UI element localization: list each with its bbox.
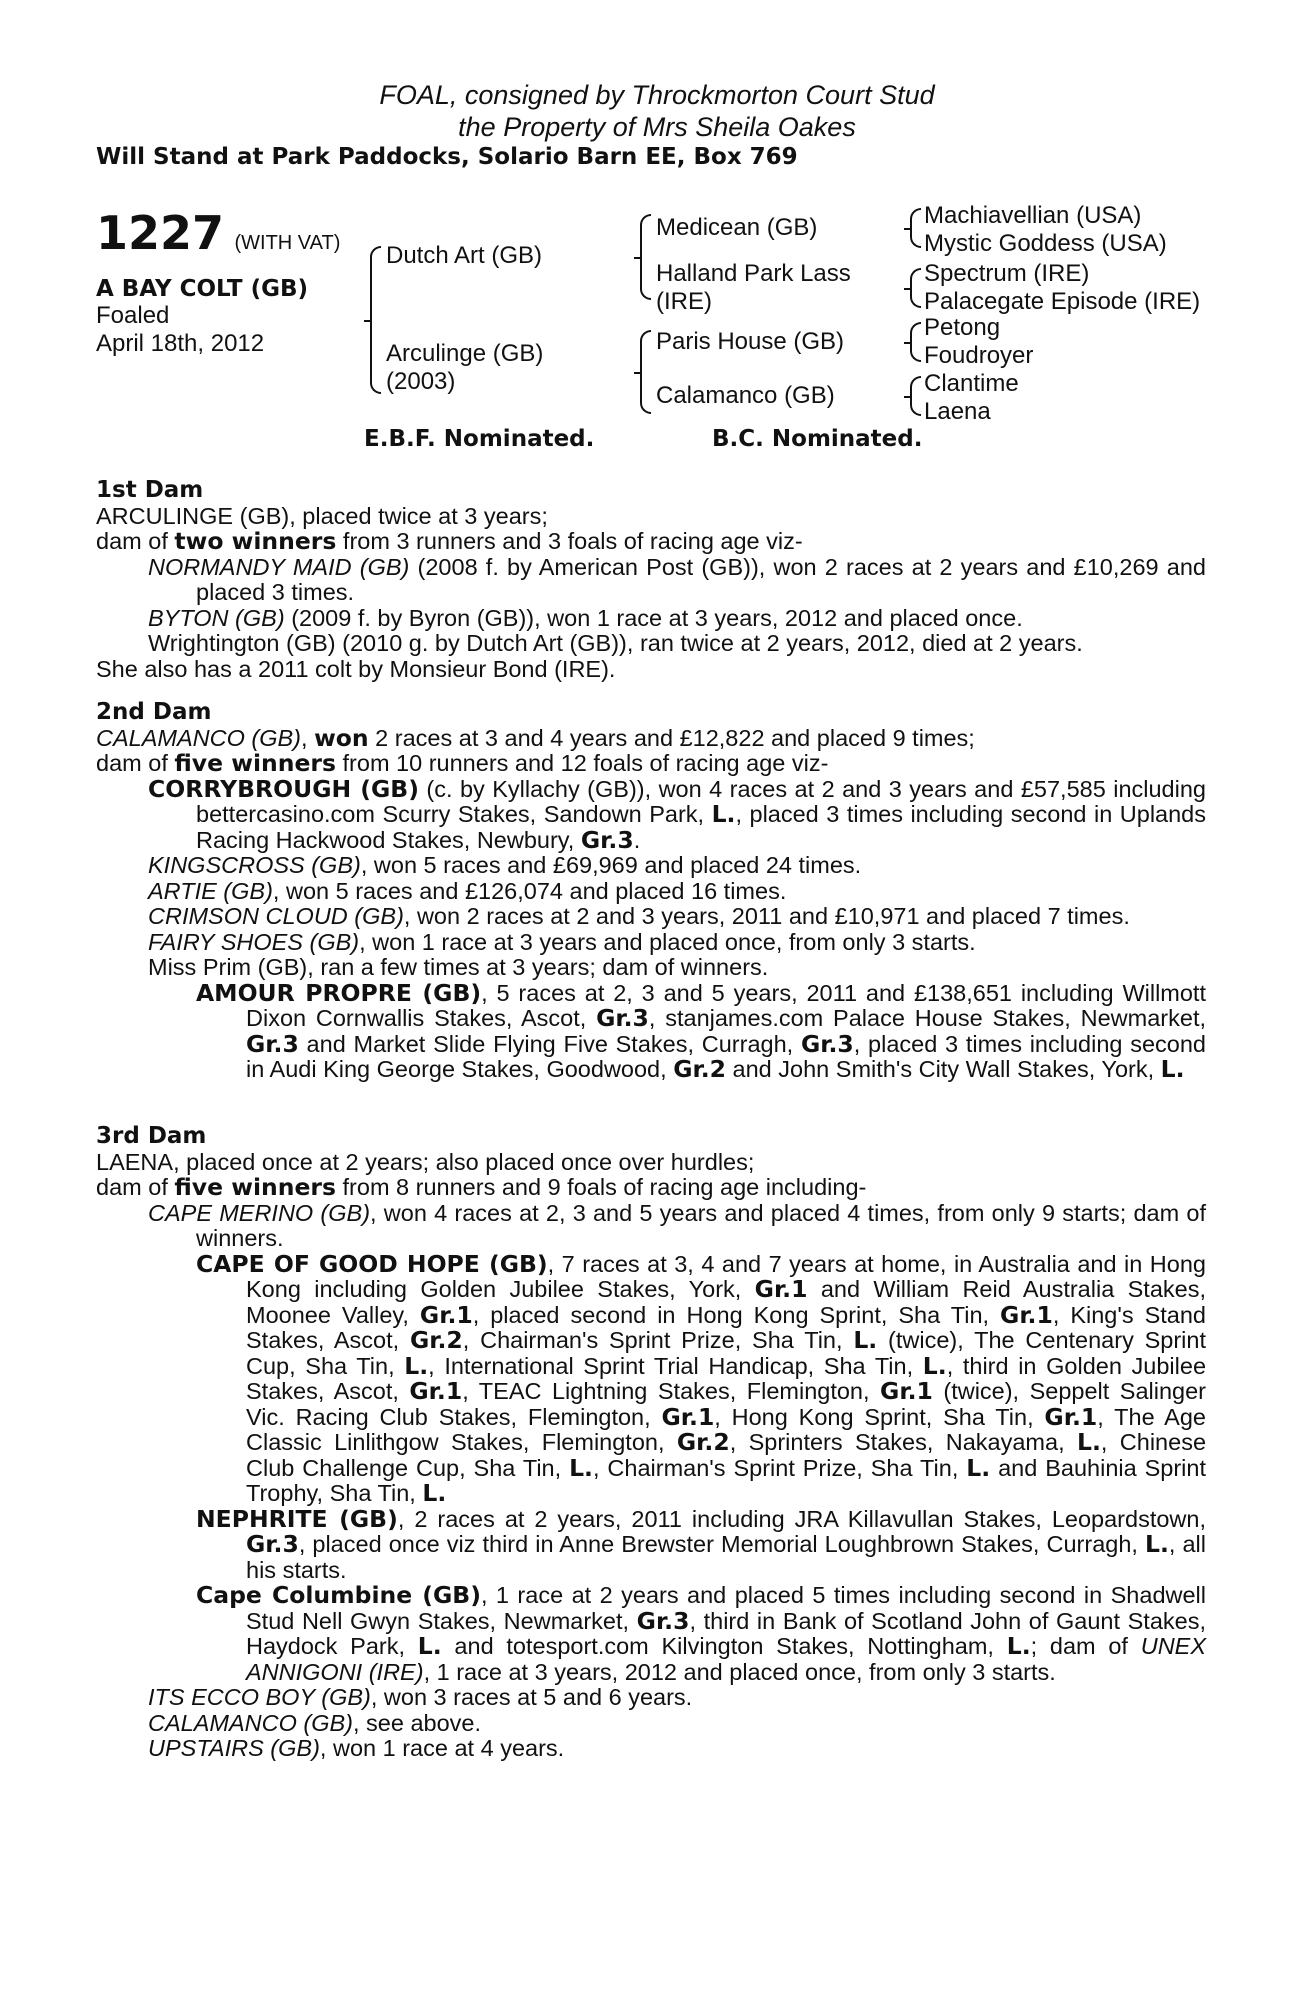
produce-entry: ARTIE (GB), won 5 races and £126,074 and placed 16 times. [148,877,787,904]
brace-sire [640,214,651,300]
gg-3: Spectrum (IRE) [924,260,1090,287]
gg-2: Mystic Goddess (USA) [924,230,1167,257]
grandproduce-entry: AMOUR PROPRE (GB), 5 races at 2, 3 and 5 years, 2011 and £138,651 including Willmott Dixon Cornwallis Stakes, Ascot, Gr.3, stanjames.com Palace House Stakes, Newmarket, Gr.3 and Market Slide Flying Five Stakes, Curragh, Gr.3, placed 3 times including second in Audi King George Stakes, Goodwood, Gr.2 and John Smith's City Wall Stakes, York, L. [196,978,1206,1083]
produce-entry: Wrightington (GB) (2010 g. by Dutch Art (GB)), ran twice at 2 years, 2012, died at 2 years. [148,630,1083,656]
grandproduce-entry: CAPE OF GOOD HOPE (GB), 7 races at 3, 4 and 7 years at home, in Australia and in Hong Kong including Golden Jubilee Stakes, York, Gr.1 and William Reid Australia Stakes, Moonee Valley, Gr.1, placed second in Hong Kong Sprint, Sha Tin, Gr.1, King's Stand Stakes, Ascot, Gr.2, Chairman's Sprint Prize, Sha Tin, L. (twice), The Centenary Sprint Cup, Sha Tin, L., International Sprint Trial Handicap, Sha Tin, L., third in Golden Jubilee Stakes, Ascot, Gr.1, TEAC Lightning Stakes, Flemington, Gr.1 (twice), Seppelt Salinger Vic. Racing Club Stakes, Flemington, Gr.1, Hong Kong Sprint, Sha Tin, Gr.1, The Age Classic Linlithgow Stakes, Flemington, Gr.2, Sprinters Stakes, Nakayama, L., Chinese Club Challenge Cup, Sha Tin, L., Chairman's Sprint Prize, Sha Tin, L. and Bauhinia Sprint Trophy, Sha Tin, L. [196,1249,1207,1507]
first-dam-record: ARCULINGE (GB), placed twice at 3 years; [96,502,548,529]
third-dam-produce-summary: dam of five winners from 8 runners and 9 foals of racing age including- [96,1173,867,1201]
foaled-date: April 18th, 2012 [96,330,265,357]
bc-nomination: B.C. Nominated. [712,426,923,452]
dam-dam-name: Calamanco (GB) [656,382,835,409]
dam-name: Arculinge (GB) [386,340,544,367]
second-dam-section [96,700,1206,1083]
gg-8: Laena [924,398,991,425]
dam-sire-name: Paris House (GB) [656,328,845,355]
brace-g34 [910,268,921,308]
first-dam-note: She also has a 2011 colt by Monsieur Bond (IRE). [96,655,616,682]
brace-dam [640,330,651,414]
produce-entry: FAIRY SHOES (GB), won 1 race at 3 years and placed once, from only 3 starts. [148,928,976,955]
stand-location: Will Stand at Park Paddocks, Solario Barn EE, Box 769 [96,144,798,170]
produce-entry: NORMANDY MAID (GB) (2008 f. by American Post (GB)), won 2 races at 2 years and £10,269 and placed 3 times. [148,553,1206,605]
lot-number: 1227 [96,206,225,260]
produce-entry: Miss Prim (GB), ran a few times at 3 years; dam of winners. [148,954,769,980]
sire-sire-name: Medicean (GB) [656,214,818,241]
ebf-nomination: E.B.F. Nominated. [364,426,595,452]
produce-entry: CORRYBROUGH (GB) (c. by Kyllachy (GB)), won 4 races at 2 and 3 years and £57,585 including bettercasino.com Scurry Stakes, Sandown Park, L., placed 3 times including second in Uplands Racing Hackwood Stakes, Newbury, Gr.3. [148,774,1207,854]
produce-entry: CALAMANCO (GB), see above. [148,1709,482,1736]
consignor-line: FOAL, consigned by Throckmorton Court Stud [379,80,935,110]
lot-description: A BAY COLT (GB) [96,276,309,302]
produce-entry: CRIMSON CLOUD (GB), won 2 races at 2 and 3 years, 2011 and £10,971 and placed 7 times. [148,903,1130,929]
gg-6: Foudroyer [924,342,1034,369]
dam-year: (2003) [386,368,456,395]
foaled-label: Foaled [96,302,170,329]
brace-g12 [910,208,921,248]
third-dam-record: LAENA, placed once at 2 years; also placed once over hurdles; [96,1148,755,1175]
grandproduce-entry: Cape Columbine (GB), 1 race at 2 years and placed 5 times including second in Shadwell Stud Nell Gwyn Stakes, Newmarket, Gr.3, third in Bank of Scotland John of Gaunt Stakes, Haydock Park, L. and totesport.com Kilvington Stakes, Nottingham, L.; dam of UNEX ANNIGONI (IRE), 1 race at 3 years, 2012 and placed once, from only 3 starts. [196,1581,1207,1685]
brace-main [370,246,381,394]
second-dam-record: CALAMANCO (GB), won 2 races at 3 and 4 years and £12,822 and placed 9 times; [96,723,975,752]
grandproduce-entry: NEPHRITE (GB), 2 races at 2 years, 2011 including JRA Killavullan Stakes, Leopardstown, Gr.3, placed once viz third in Anne Brewster Memorial Loughbrown Stakes, Curragh, L., all his starts. [196,1504,1206,1583]
first-dam-produce-summary: dam of two winners from 3 runners and 3 foals of racing age viz- [96,527,803,555]
brace-g78 [910,376,921,416]
produce-entry: UPSTAIRS (GB), won 1 race at 4 years. [148,1735,565,1761]
first-dam-heading: 1st Dam [96,477,204,503]
gg-7: Clantime [924,370,1019,397]
produce-entry: BYTON (GB) (2009 f. by Byron (GB)), won 1 race at 3 years, 2012 and placed once. [148,604,1023,631]
first-dam-section [96,478,1206,682]
produce-entry: ITS ECCO BOY (GB), won 3 races at 5 and 6 years. [148,1684,693,1710]
gg-4: Palacegate Episode (IRE) [924,288,1201,315]
produce-entry: CAPE MERINO (GB), won 4 races at 2, 3 and 5 years and placed 4 times, from only 9 starts; dam of winners. [148,1199,1206,1251]
third-dam-section [96,1124,1206,1762]
sire-dam-country: (IRE) [656,288,712,315]
gg-5: Petong [924,314,1001,341]
lot-number-block [96,206,340,260]
sire-dam-name: Halland Park Lass [656,260,851,287]
second-dam-produce-summary: dam of five winners from 10 runners and 12 foals of racing age viz- [96,749,829,777]
gg-1: Machiavellian (USA) [924,202,1142,229]
sire-name: Dutch Art (GB) [386,242,543,269]
owner-line: the Property of Mrs Sheila Oakes [458,112,856,142]
third-dam-heading: 3rd Dam [96,1123,207,1149]
brace-g56 [910,322,921,362]
vat-note: (WITH VAT) [234,232,341,254]
second-dam-heading: 2nd Dam [96,699,212,725]
produce-entry: KINGSCROSS (GB), won 5 races and £69,969 and placed 24 times. [148,852,862,878]
